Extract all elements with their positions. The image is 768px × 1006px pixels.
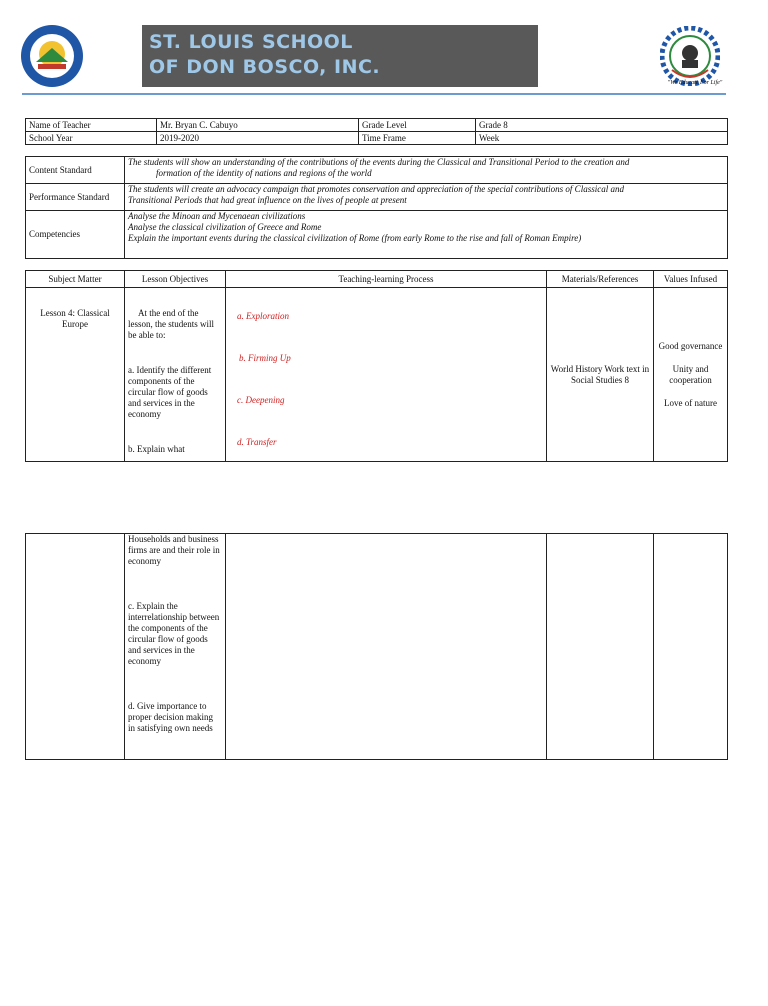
competency-item: Analyse the classical civilization of Greece and Rome <box>128 222 322 232</box>
process-transfer: d. Transfer <box>237 437 277 447</box>
school-year-label: School Year <box>26 132 157 145</box>
performance-standard-label: Performance Standard <box>26 184 125 211</box>
teacher-value: Mr. Bryan C. Cabuyo <box>157 119 359 132</box>
time-frame-value: Week <box>476 132 728 145</box>
content-standard-line-1: The students will show an understanding of the contributions of the events during the Classical and Transitional Period to the creation and <box>128 157 630 167</box>
competency-item: Analyse the Minoan and Mycenaean civilizations <box>128 211 306 221</box>
objective-a: a. Identify the different components of the circular flow of goods and services in the economy <box>128 365 212 419</box>
value-item: Love of nature <box>664 397 717 408</box>
process-exploration: a. Exploration <box>237 311 289 321</box>
content-standard-label: Content Standard <box>26 157 125 184</box>
grade-label: Grade Level <box>359 119 476 132</box>
school-seal-left <box>20 24 84 88</box>
standards-table <box>25 156 728 259</box>
performance-standard-text <box>125 184 728 211</box>
teaching-process-cell <box>226 288 547 462</box>
subject-matter-cell: Lesson 4: Classical Europe <box>26 288 125 462</box>
objective-b-rest: Households and business firms are and their role in economy <box>128 534 220 566</box>
process-deepening: c. Deepening <box>237 395 285 405</box>
teacher-label: Name of Teacher <box>26 119 157 132</box>
process-firming-up: b. Firming Up <box>239 353 291 363</box>
competencies-text <box>125 211 728 259</box>
performance-standard-line-2: Transitional Periods that had great influence on the lives of people at present <box>128 195 407 205</box>
school-motto: "We Educate For Life" <box>667 80 723 86</box>
objective-c: c. Explain the interrelationship between the components of the circular flow of goods and services in the economy <box>128 601 220 666</box>
time-frame-label: Time Frame <box>359 132 476 145</box>
school-name-line-1: ST. LOUIS SCHOOL <box>149 31 353 53</box>
performance-standard-line-1: The students will create an advocacy campaign that promotes conservation and appreciation of the special contributions of Classical and <box>128 184 624 194</box>
lesson-plan-table <box>25 270 728 462</box>
header-subject-matter: Subject Matter <box>26 271 125 288</box>
school-name-banner <box>142 25 538 87</box>
teaching-process-cell-cont <box>226 534 547 760</box>
materials-cell: World History Work text in Social Studies 8 <box>547 288 654 462</box>
school-seal-right <box>660 26 720 86</box>
grade-value: Grade 8 <box>476 119 728 132</box>
school-year-value: 2019-2020 <box>157 132 359 145</box>
lesson-plan-continuation-table <box>25 533 728 760</box>
header-lesson-objectives: Lesson Objectives <box>125 271 226 288</box>
header-values: Values Infused <box>654 271 728 288</box>
header-teaching-process: Teaching-learning Process <box>226 271 547 288</box>
competencies-label: Competencies <box>26 211 125 259</box>
lesson-objectives-cell-cont <box>125 534 226 760</box>
objective-d: d. Give importance to proper decision making in satisfying own needs <box>128 701 213 733</box>
header-materials: Materials/References <box>547 271 654 288</box>
value-item: Good governance <box>658 340 723 351</box>
competency-item: Explain the important events during the classical civilization of Rome (from early Rome to the rise and fall of Roman Empire) <box>128 233 582 243</box>
objectives-intro: At the end of the lesson, the students will be able to: <box>128 308 214 340</box>
values-cell <box>654 288 728 462</box>
materials-cell-cont <box>547 534 654 760</box>
objective-b-start: b. Explain what <box>128 444 185 454</box>
content-standard-line-2: formation of the identity of nations and regions of the world <box>156 168 372 178</box>
teacher-info-table <box>25 118 728 145</box>
subject-matter-cell-cont <box>26 534 125 760</box>
content-standard-text <box>125 157 728 184</box>
values-cell-cont <box>654 534 728 760</box>
lesson-objectives-cell <box>125 288 226 462</box>
header-divider <box>22 93 726 95</box>
value-item: Unity and cooperation <box>669 363 712 385</box>
school-name-line-2: OF DON BOSCO, INC. <box>149 56 381 78</box>
